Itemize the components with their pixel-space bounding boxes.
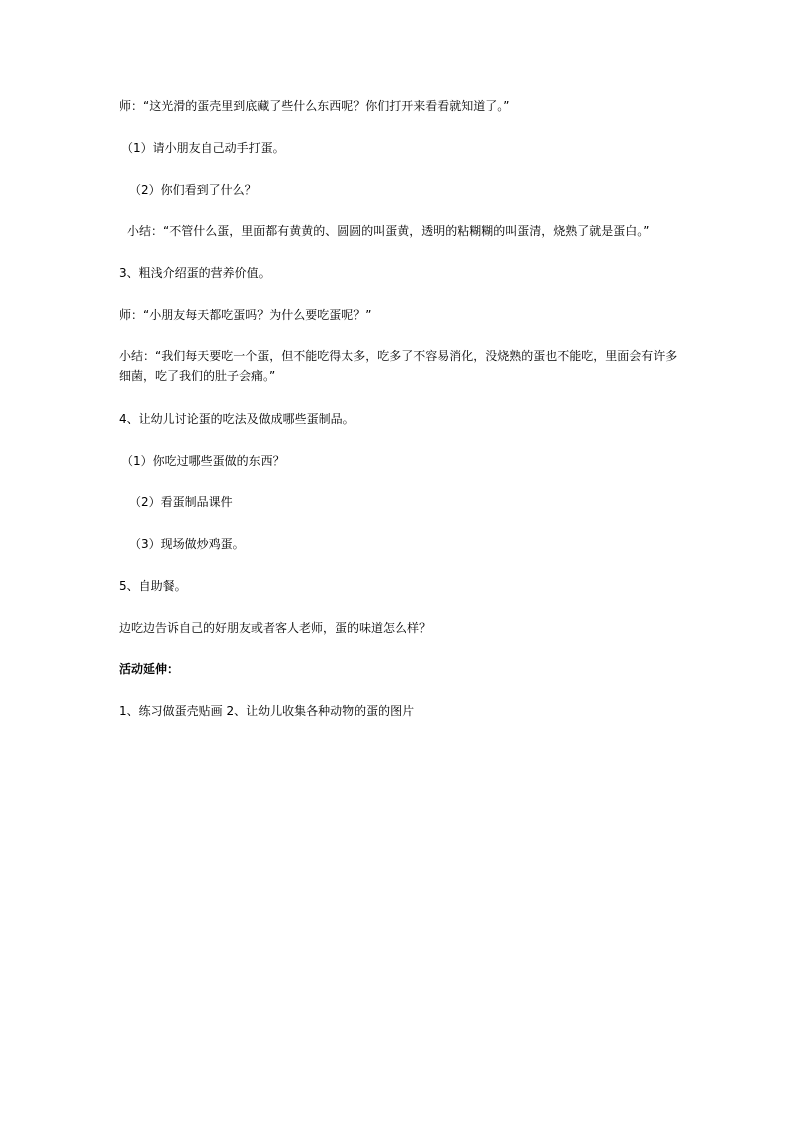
list-item: （3）现场做炒鸡蛋。 xyxy=(129,537,245,551)
summary-paragraph: 小结：“我们每天要吃一个蛋，但不能吃得太多，吃多了不容易消化，没烧熟的蛋也不能吃，里面会有许多细菌，吃了我们的肚子会痛。” xyxy=(119,349,678,383)
section-4-heading: 4、让幼儿讨论蛋的吃法及做成哪些蛋制品。 xyxy=(119,412,355,426)
list-item: （2）看蛋制品课件 xyxy=(129,495,233,509)
teacher-question-line: 师：“这光滑的蛋壳里到底藏了些什么东西呢？你们打开来看看就知道了。” xyxy=(119,99,510,113)
step-1-item: （1）请小朋友自己动手打蛋。 xyxy=(121,141,285,155)
activity-extension-line: 1、练习做蛋壳贴画 2、让幼儿收集各种动物的蛋的图片 xyxy=(119,704,415,718)
list-item: （1）你吃过哪些蛋做的东西？ xyxy=(121,454,285,468)
teacher-question-line-2: 师：“小朋友每天都吃蛋吗？为什么要吃蛋呢？” xyxy=(119,308,372,322)
step-2-item: （2）你们看到了什么？ xyxy=(129,183,257,197)
activity-extension-heading: 活动延伸： xyxy=(119,662,180,676)
summary-line: 小结：“不管什么蛋，里面都有黄黄的、圆圆的叫蛋黄，透明的粘糊糊的叫蛋清，烧熟了就是蛋白。” xyxy=(127,224,650,238)
section-3-heading: 3、粗浅介绍蛋的营养价值。 xyxy=(119,266,271,280)
section-5-heading: 5、自助餐。 xyxy=(119,579,187,593)
instruction-line: 边吃边告诉自己的好朋友或者客人老师，蛋的味道怎么样？ xyxy=(119,621,432,635)
